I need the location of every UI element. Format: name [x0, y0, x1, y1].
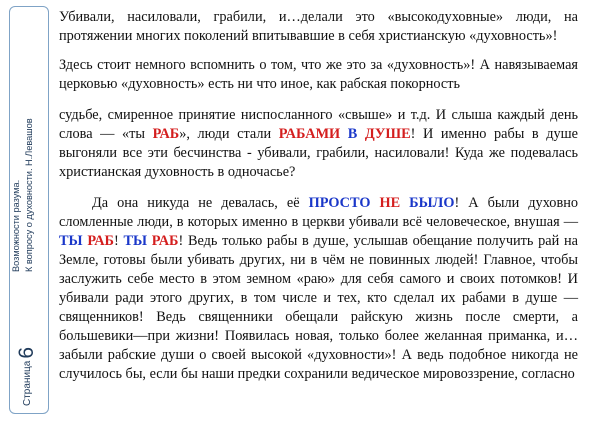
highlight-prosto: ПРОСТО — [308, 195, 371, 211]
highlight-v: В — [347, 126, 358, 142]
text-run: ! — [114, 233, 124, 249]
text-run: Да она никуда не девалась, её — [92, 195, 309, 211]
highlight-ty: ТЫ — [123, 233, 148, 249]
highlight-rabami: РАБАМИ — [278, 126, 341, 142]
paragraph-4 — [59, 194, 578, 384]
page-number: 6 — [15, 346, 38, 359]
highlight-dushe: ДУШЕ — [364, 126, 411, 142]
document-body — [59, 8, 578, 384]
page-number-label — [15, 347, 39, 406]
text-run: », люди стали — [179, 126, 279, 142]
highlight-ty: ТЫ — [59, 233, 83, 249]
sidebar-book-title: Возможности разума. — [11, 179, 21, 272]
paragraph-1: Убивали, насиловали, грабили, и…делали это «высокодуховные» люди, на протяжении многих поколений впитывавшие в себя христианскую «духовность»! — [59, 9, 578, 44]
paragraph-2: Здесь стоит немного вспомнить о том, что же это за «духовность»! А навязываемая церковью «духовность» есть ни что иное, как рабская покорность — [59, 57, 578, 92]
highlight-rab: РАБ — [87, 233, 114, 249]
text-run: ! И именно рабы в душе выгоняли все эти бесчинства - убивали, грабили, насиловали! Куда же подевалась христианская духовность в одночасье? — [59, 126, 578, 180]
text-run: судьбе, смиренное принятие ниспосланного «свыше» и т.д. И слыша каждый день слова — «ты — [59, 107, 578, 142]
highlight-ne: НЕ — [379, 195, 401, 211]
highlight-bylo: БЫЛО — [409, 195, 455, 211]
text-run: ! Ведь только рабы в душе, услышав обещание получить рай на Земле, готовы были убивать других, ни в чём не повинных людей! Главное, чтобы заслужить себе место в этом земном «раю» для себя самого и своих потомков! И убивали ради этого других, в том числе и тех, кто сделал их рабами в душе — священников! Ведь священники обещали райскую жизнь после смерти, а большевики—при жизни! Появилась новая, только более желанная приманка, и…забыли рабские души о своей высокой «духовности»! А ведь подобное никогда не случилось бы, если бы наши предки сохранили ведическое мировоззрение, согласно — [59, 233, 579, 382]
text-run: ! А были духовно сломленные люди, в которых именно в церкви убивали всё человеческое, внушая — — [59, 195, 578, 230]
paragraph-3 — [59, 106, 578, 182]
highlight-rab: РАБ — [151, 233, 179, 249]
page-label: Страница — [22, 360, 33, 406]
sidebar-chapter-title: К вопросу о духовности. Н.Левашов — [24, 118, 34, 272]
highlight-rab: РАБ — [152, 126, 180, 142]
